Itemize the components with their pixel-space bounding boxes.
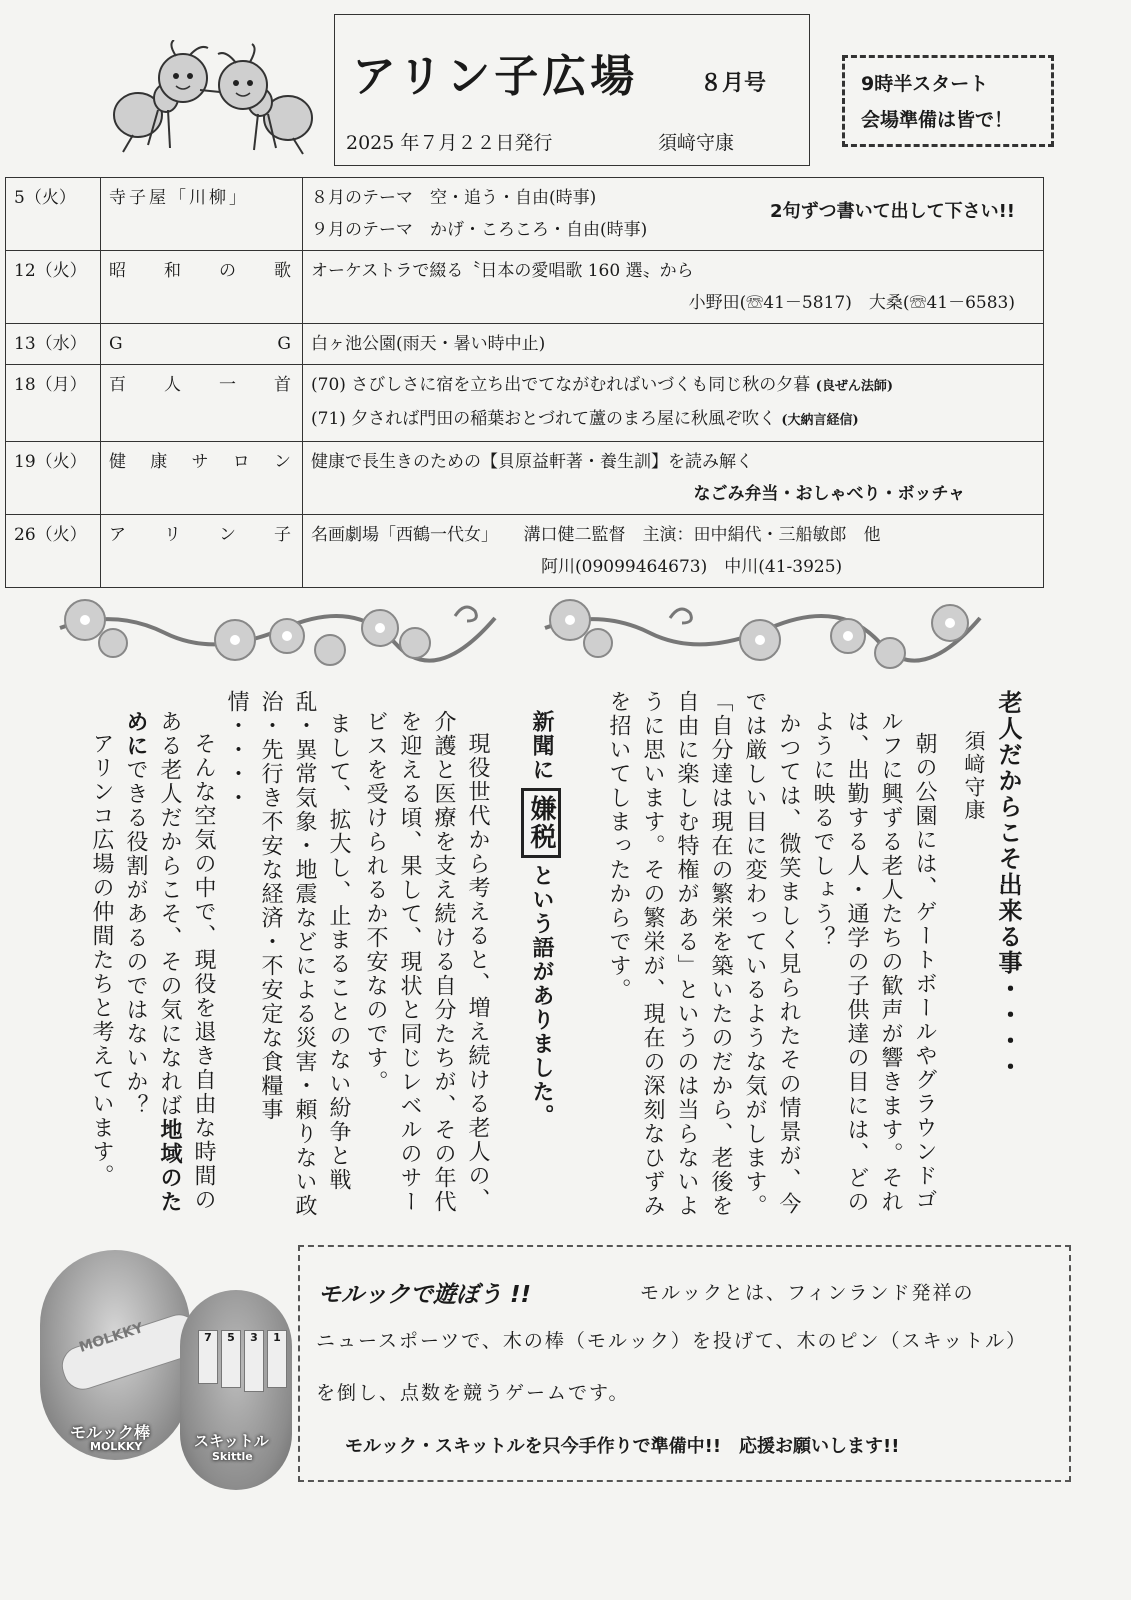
newspaper-intro: 新聞に [529,710,554,782]
molkky-stick-shape [57,1309,190,1395]
essay-column-6 [224,690,355,1220]
essay-column-2 [805,710,941,1230]
essay-column-1 [945,690,1025,1210]
name-char: リ [164,525,184,545]
event-name [101,442,303,515]
event-detail [303,251,1044,324]
essay-column-3 [600,690,805,1220]
kenzei-highlight: 嫌税 [521,788,561,858]
essay-paragraph-7 [118,710,220,1230]
editor-name: 須﨑守康 [658,132,735,154]
detail-line: ８月のテーマ 空・追う・自由(時事) [311,188,597,208]
event-detail [303,178,1044,251]
table-row [6,515,1044,588]
name-char: G [109,334,126,354]
poem-author: (大納言経信) [781,413,859,428]
ants-illustration [108,40,318,160]
event-name [101,365,303,442]
poem-line [311,403,1035,437]
skittle-photo [180,1290,292,1490]
event-date: 18（月） [6,365,101,442]
name-char: 首 [274,375,294,395]
schedule-table [5,177,1044,588]
name-char: 人 [164,375,184,395]
poem-author: (良ぜん法師) [815,379,894,394]
event-date: 19（火） [6,442,101,515]
molkky-text-line-3: を倒し、点数を競うゲームです。 [316,1382,630,1404]
newsletter-title: アリン子広場 [352,51,639,102]
molkky-title: モルックで遊ぼう !! [318,1282,531,1308]
essay-paragraph-2: かつては、微笑ましく見られたその情景が、今では厳しい目に変わっているような気がします。 [742,690,801,1218]
name-char: 昭 [109,261,129,281]
name-char: 和 [164,261,184,281]
notice-line-2: 会場準備は皆で！ [861,109,1014,131]
table-row [6,178,1044,251]
essay-paragraph-1: 朝の公園には、ゲートボールやグラウンドゴルフに興ずる老人たちの歓声が響きます。それは、出勤する人・通学の子供達の目には、どのように映るでしょう？ [810,710,937,1214]
event-note: 2句ずつ書いて出して下さい!! [770,201,1015,222]
essay-column-4 [500,710,558,1210]
table-row [6,365,1044,442]
name-char: G [277,334,294,354]
event-name [101,251,303,324]
molkky-text-line-2: ニュースポーツで、木の棒（モルック）を投げて、木のピン（スキットル） [316,1330,1028,1352]
essay-title: 老人だからこそ出来る事・・・・ [994,690,1022,1080]
essay-emphasis: 地域のために [123,710,182,1214]
name-char: ン [219,525,239,545]
detail-line: オーケストラで綴る〝日本の愛唱歌 160 選〟から [311,261,694,281]
event-date: 26（火） [6,515,101,588]
skittle-pin: 7 [198,1330,218,1384]
table-row [6,442,1044,515]
essay-text: できる役割があるのではないか？ [123,758,148,1118]
detail-line: 白ヶ池公園(雨天・暑い時中止) [311,334,546,354]
detail-line: ９月のテーマ かげ・ころころ・自由(時事) [311,220,648,240]
contact-line: 小野田(☏41－5817) 大桑(☏41－6583) [688,293,1015,313]
name-char: の [219,261,239,281]
event-date: 5（火） [6,178,101,251]
skittle-sublabel: Skittle [212,1450,253,1463]
event-detail [303,442,1044,515]
event-name [101,515,303,588]
poem-text: (71) 夕されば門田の稲葉おとづれて蘆のまろ屋に秋風ぞ吹く [311,409,776,429]
skittle-pin: 1 [267,1330,287,1388]
issue-date: 2025 年７月２２日発行 [346,132,553,154]
morning-glory-vine-right [540,598,985,683]
name-char: 康 [150,452,171,472]
name-char: ン [274,452,294,472]
morning-glory-vine-left [55,598,500,683]
poem-text: (70) さびしさに宿を立ち出でてながむればいづくも同じ秋の夕暮 [311,375,811,395]
skittle-pins [198,1330,287,1392]
essay-column-5 [358,710,494,1230]
molkky-stick-sublabel: MOLKKY [90,1440,143,1453]
name-char: 健 [109,452,129,472]
essay-text: そんな空気の中で、現役を退き自由な時間のある老人だからこそ、その気になれば [157,710,216,1212]
essay-paragraph-3: 「自分達は現在の繁栄を築いたのだから、老後を自由に楽しむ特権がある」というのは当らないように思います。その繁栄が、現在の深刻なひずみを招いてしまったからです。 [606,690,733,1218]
event-name: 寺子屋「川柳」 [101,178,303,251]
essay-paragraph-5: 現役世代から考えると、増え続ける老人の、介護と医療を支え続ける自分たちが、その年代を迎える頃、果して、現状と同じレベルのサービスを受けられるか不安なのです。 [363,710,490,1214]
skittle-pin: 5 [221,1330,241,1388]
detail-line: 名画劇場「西鶴一代女」 溝口健二監督 主演：田中絹代・三船敏郎 他 [311,525,881,545]
name-char: 歌 [274,261,294,281]
event-detail [303,324,1044,365]
name-char: サ [191,452,212,472]
name-char: ロ [232,452,253,472]
start-time-notice [842,55,1054,147]
issue-label: ８月号 [700,71,767,96]
essay-paragraph-8: アリンコ広場の仲間たちと考えています。 [89,732,114,1188]
event-date: 13（水） [6,324,101,365]
molkky-stick-label: モルック棒 [70,1423,151,1442]
table-row [6,324,1044,365]
detail-line: 健康で長生きのための【貝原益軒著・養生訓】を読み解く [311,452,753,472]
molkky-text-line-1: モルックとは、フィンランド発祥の [640,1282,975,1304]
event-detail [303,365,1044,442]
skittle-label: スキットル [194,1432,269,1450]
molkky-stick-photo [40,1250,190,1460]
molkky-footer: モルック・スキットルを只今手作りで準備中!! 応援お願いします!! [345,1436,900,1457]
name-char: ア [109,525,129,545]
essay-column-7 [80,710,220,1230]
name-char: 一 [219,375,239,395]
essay-author: 須﨑守康 [962,730,986,822]
poem-line [311,369,1035,403]
essay-paragraph-6: まして、拡大し、止まることのない紛争と戦乱・異常気象・地震などによる災害・頼りない政治・先行き不安な経済・不安定な食糧事情・・・・ [224,690,351,1218]
detail-line: なごみ弁当・おしゃべり・ボッチャ [693,484,965,504]
event-date: 12（火） [6,251,101,324]
newspaper-outro: という語がありました。 [529,864,554,1128]
table-row [6,251,1044,324]
molkky-stick-printed-text: MOLKKY [77,1320,146,1356]
contact-line: 阿川(09099464673) 中川(41-3925) [541,557,843,577]
name-char: 百 [109,375,129,395]
event-detail [303,515,1044,588]
event-name [101,324,303,365]
notice-line-1: 9時半スタート [861,73,989,95]
skittle-pin: 3 [244,1330,264,1392]
name-char: 子 [274,525,294,545]
